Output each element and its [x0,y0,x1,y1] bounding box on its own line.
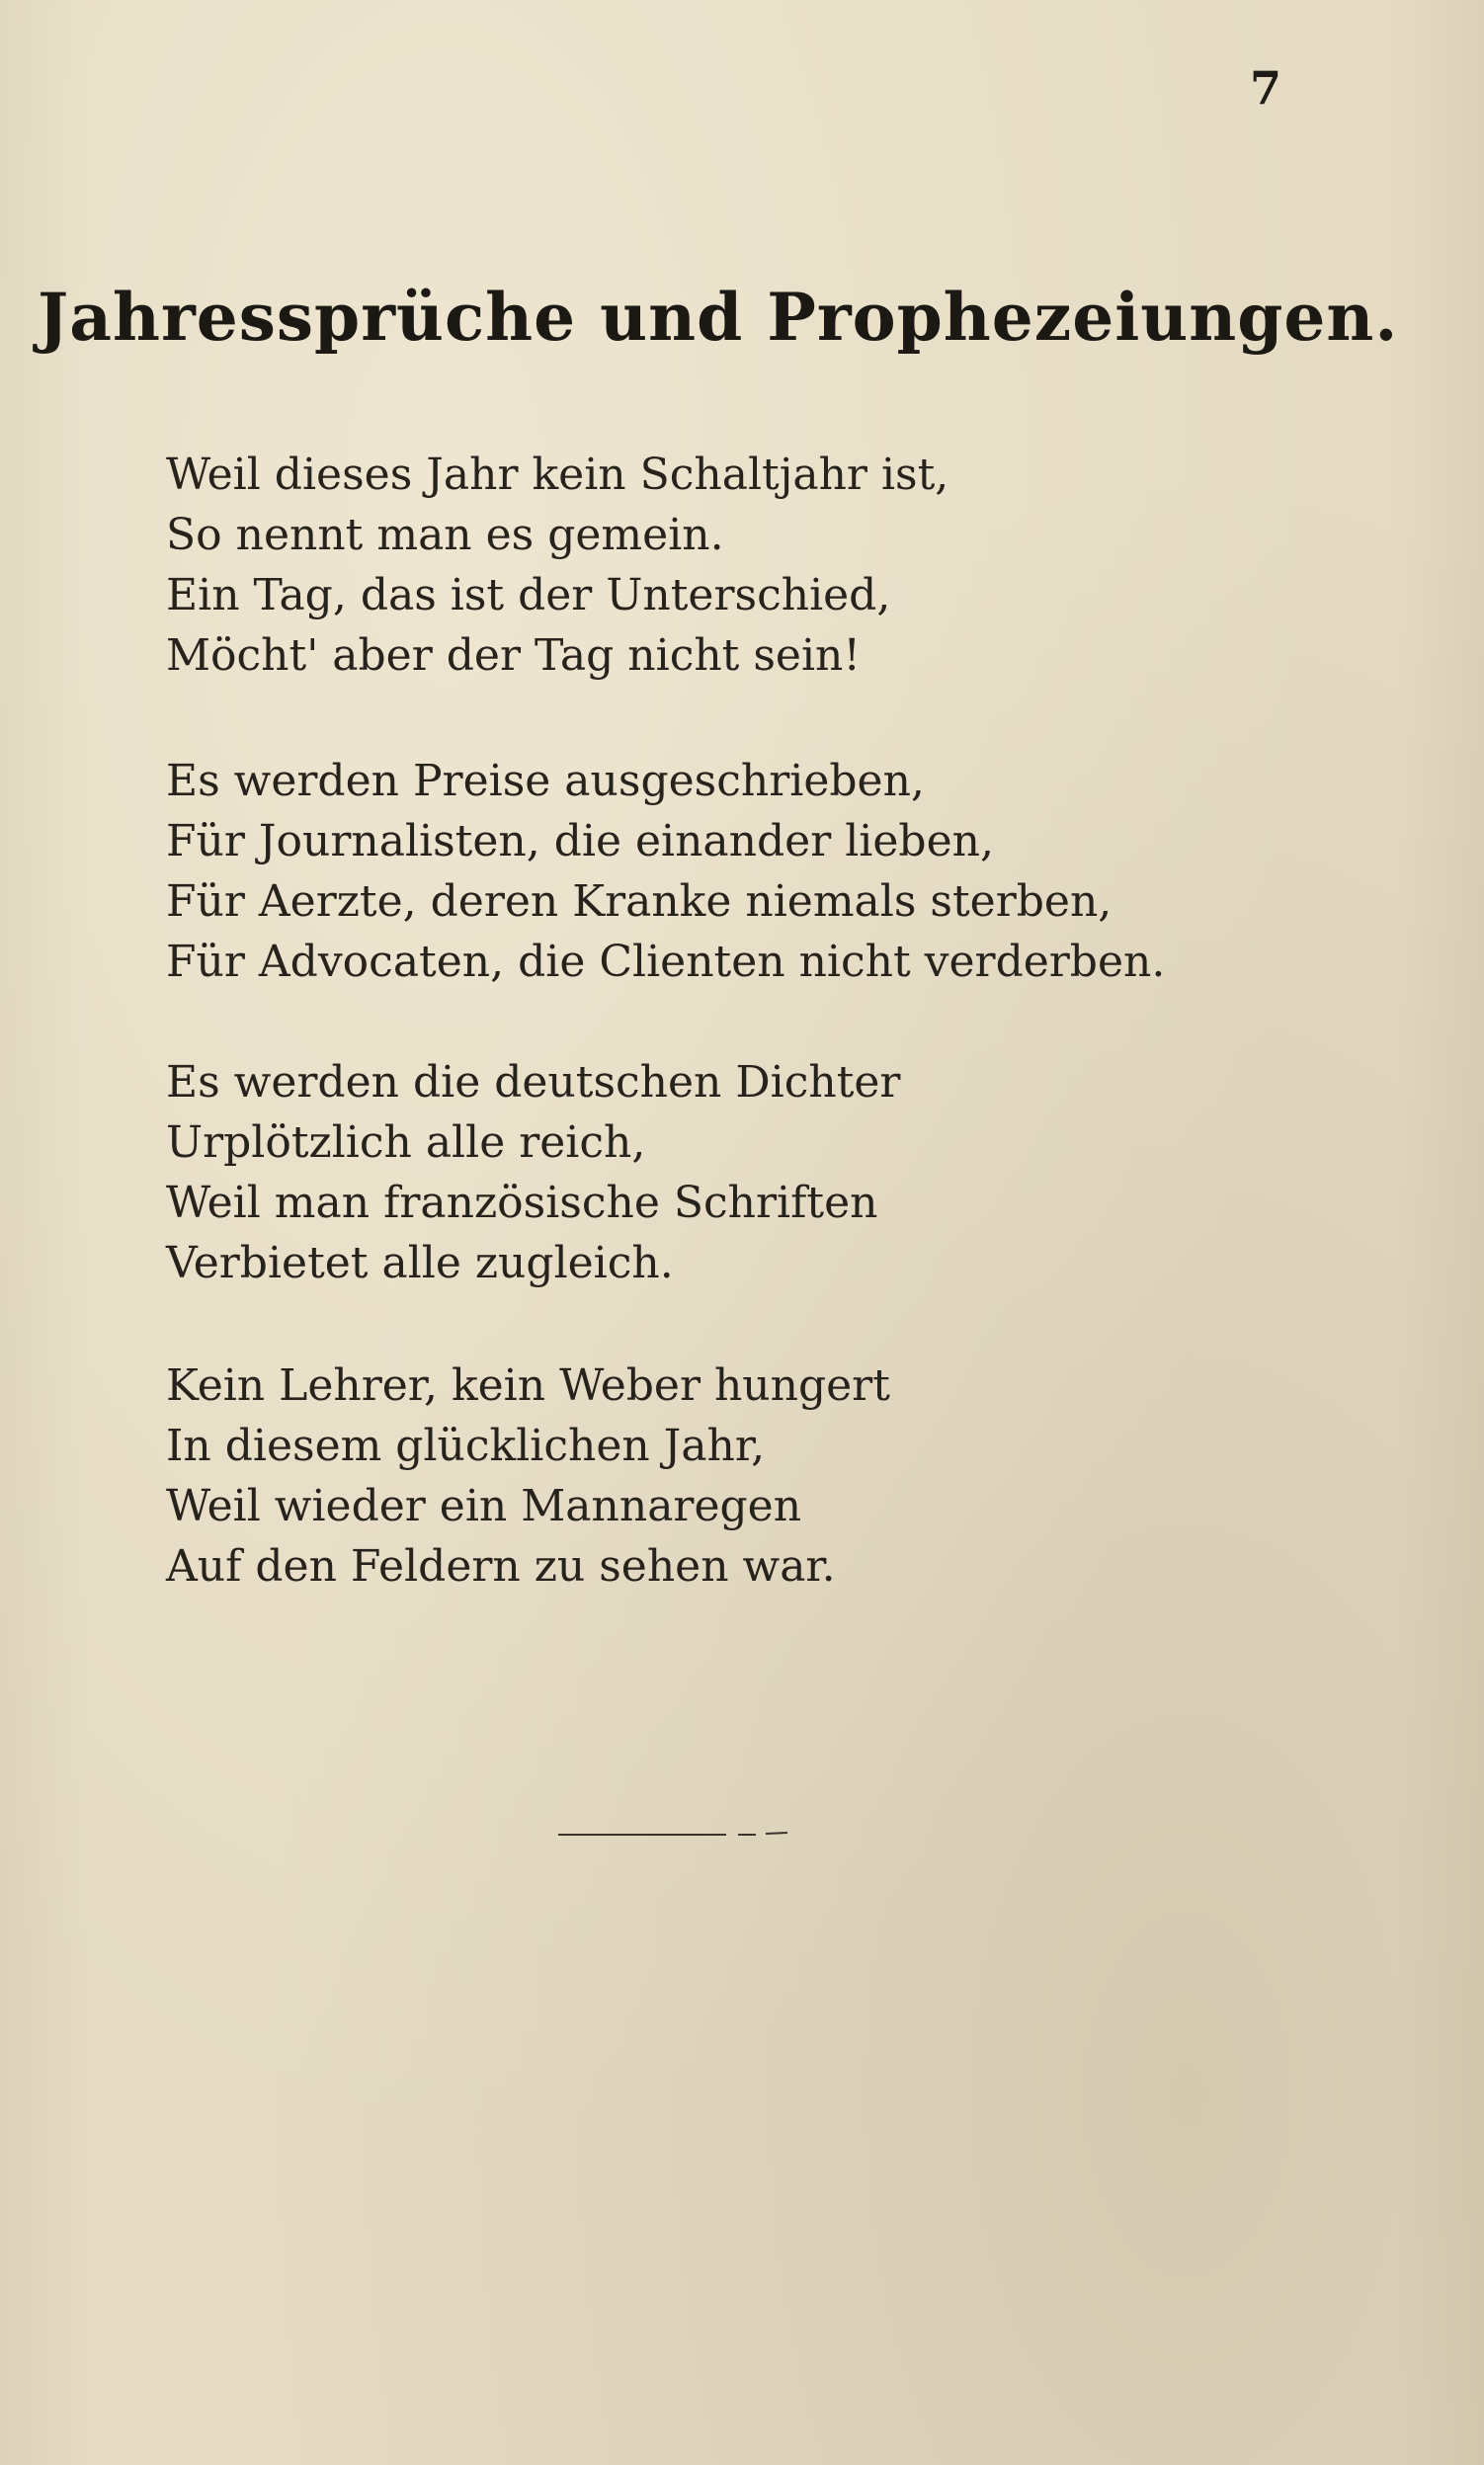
poem-line: Weil man französische Schriften [166,1178,878,1228]
poem-line: In diesem glücklichen Jahr, [166,1421,766,1471]
poem-line: Es werden die deutschen Dichter [166,1057,901,1108]
poem-line: Ein Tag, das ist der Unterschied, [166,570,891,620]
poem-line: Für Advocaten, die Clienten nicht verderben. [166,937,1166,987]
poem-line: Möcht' aber der Tag nicht sein! [166,630,862,681]
poem-line: Weil dieses Jahr kein Schaltjahr ist, [166,450,949,500]
page-number: 7 [1250,61,1282,115]
poem-line: Weil wieder ein Mannaregen [166,1481,802,1531]
poem-line: Kein Lehrer, kein Weber hungert [166,1360,890,1411]
poem-line: So nennt man es gemein. [166,510,724,560]
stanza-3 [166,1052,1273,1293]
stanza-2 [166,751,1273,992]
poem-line: Für Journalisten, die einander lieben, [166,816,994,866]
section-divider [558,1832,787,1838]
stanza-1 [166,445,1273,686]
poem-line: Urplötzlich alle reich, [166,1117,646,1168]
stanza-4 [166,1356,1273,1597]
poem-line: Verbietet alle zugleich. [166,1238,674,1288]
poem-line: Für Aerzte, deren Kranke niemals sterben, [166,876,1113,927]
poem-line: Auf den Feldern zu sehen war. [166,1541,836,1592]
poem-line: Es werden Preise ausgeschrieben, [166,756,925,806]
page-title: Jahressprüche und Prophezeiungen. [38,279,1399,356]
